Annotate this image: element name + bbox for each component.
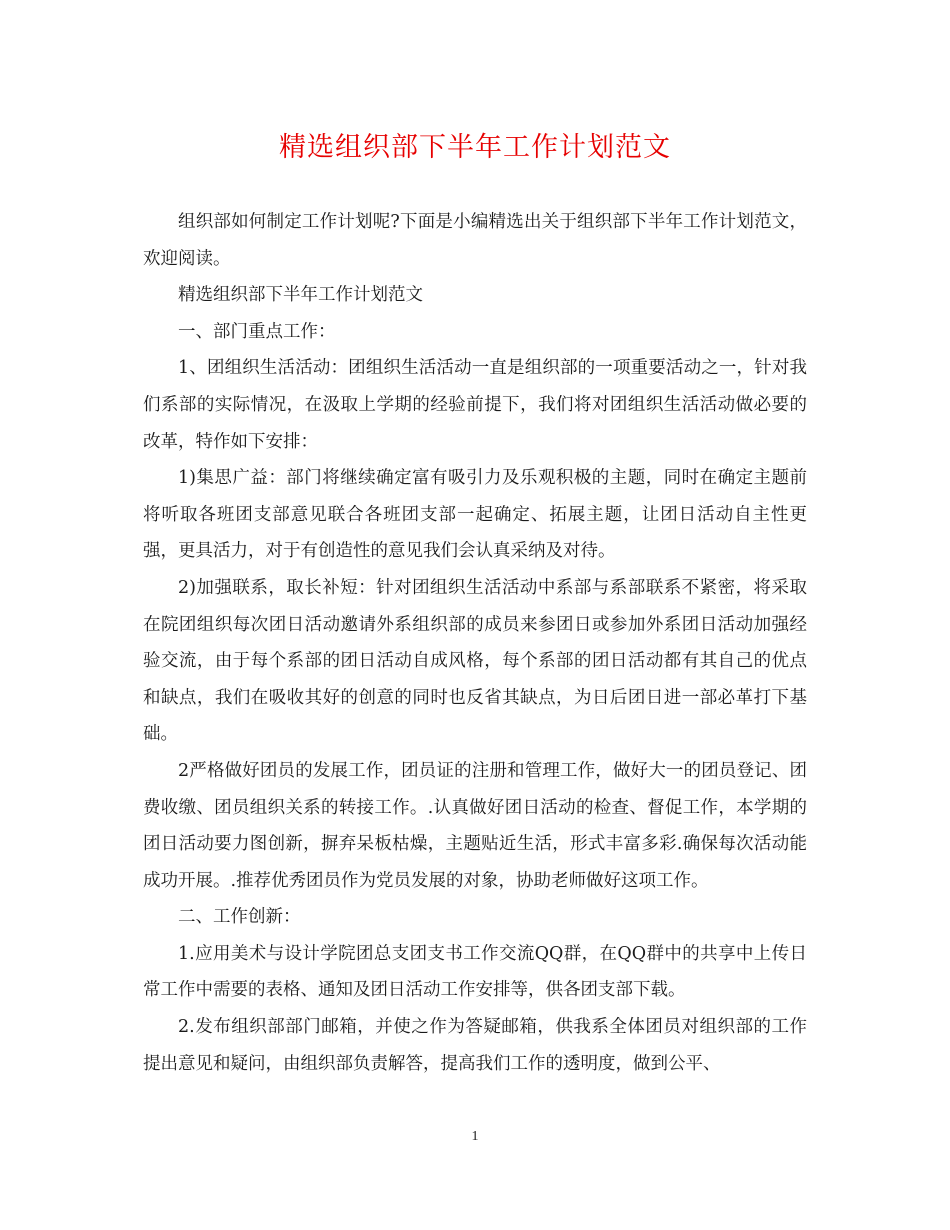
- paragraph-item-1-2: 2)加强联系，取长补短：针对团组织生活活动中系部与系部联系不紧密，将采取在院团组织每次团日活动邀请外系组织部的成员来参团日或参加外系团日活动加强经验交流，由于每个系部的团日活动自成风格，每个系部的团日活动都有其自己的优点和缺点，我们在吸收其好的创意的同时也反省其缺点，为日后团日进一部必革打下基础。: [143, 577, 807, 745]
- paragraph-intro: 组织部如何制定工作计划呢?下面是小编精选出关于组织部下半年工作计划范文，欢迎阅读。: [143, 212, 807, 269]
- document-title: 精选组织部下半年工作计划范文: [279, 132, 671, 163]
- document-body: [143, 204, 807, 1082]
- paragraph-item-1: 1、团组织生活活动：团组织生活活动一直是组织部的一项重要活动之一，针对我们系部的实际情况，在汲取上学期的经验前提下，我们将对团组织生活活动做必要的改革，特作如下安排：: [143, 358, 807, 452]
- paragraph-item-2: 2严格做好团员的发展工作，团员证的注册和管理工作，做好大一的团员登记、团费收缴、团员组织关系的转接工作。.认真做好团日活动的检查、督促工作，本学期的团日活动要力图创新，摒弃呆板枯燥，主题贴近生活，形式丰富多彩.确保每次活动能成功开展。.推荐优秀团员作为党员发展的对象，协助老师做好这项工作。: [143, 760, 807, 891]
- paragraph-item-1-1: 1)集思广益：部门将继续确定富有吸引力及乐观积极的主题，同时在确定主题前将听取各班团支部意见联合各班团支部一起确定、拓展主题，让团日活动自主性更强，更具活力，对于有创造性的意见我们会认真采纳及对待。: [143, 468, 807, 562]
- section-heading-innovation: 二、工作创新：: [178, 907, 301, 928]
- page-number: 1: [471, 1129, 479, 1144]
- paragraph-innovation-1: 1.应用美术与设计学院团总支团支书工作交流QQ群，在QQ群中的共享中上传日常工作中需要的表格、通知及团日活动工作安排等，供各团支部下载。: [143, 943, 807, 1001]
- section-heading-key-work: 一、部门重点工作：: [178, 321, 336, 342]
- paragraph-subtitle: 精选组织部下半年工作计划范文: [178, 285, 423, 306]
- paragraph-innovation-2: 2.发布组织部部门邮箱，并使之作为答疑邮箱，供我系全体团员对组织部的工作提出意见和疑问，由组织部负责解答，提高我们工作的透明度，做到公平、: [143, 1017, 807, 1074]
